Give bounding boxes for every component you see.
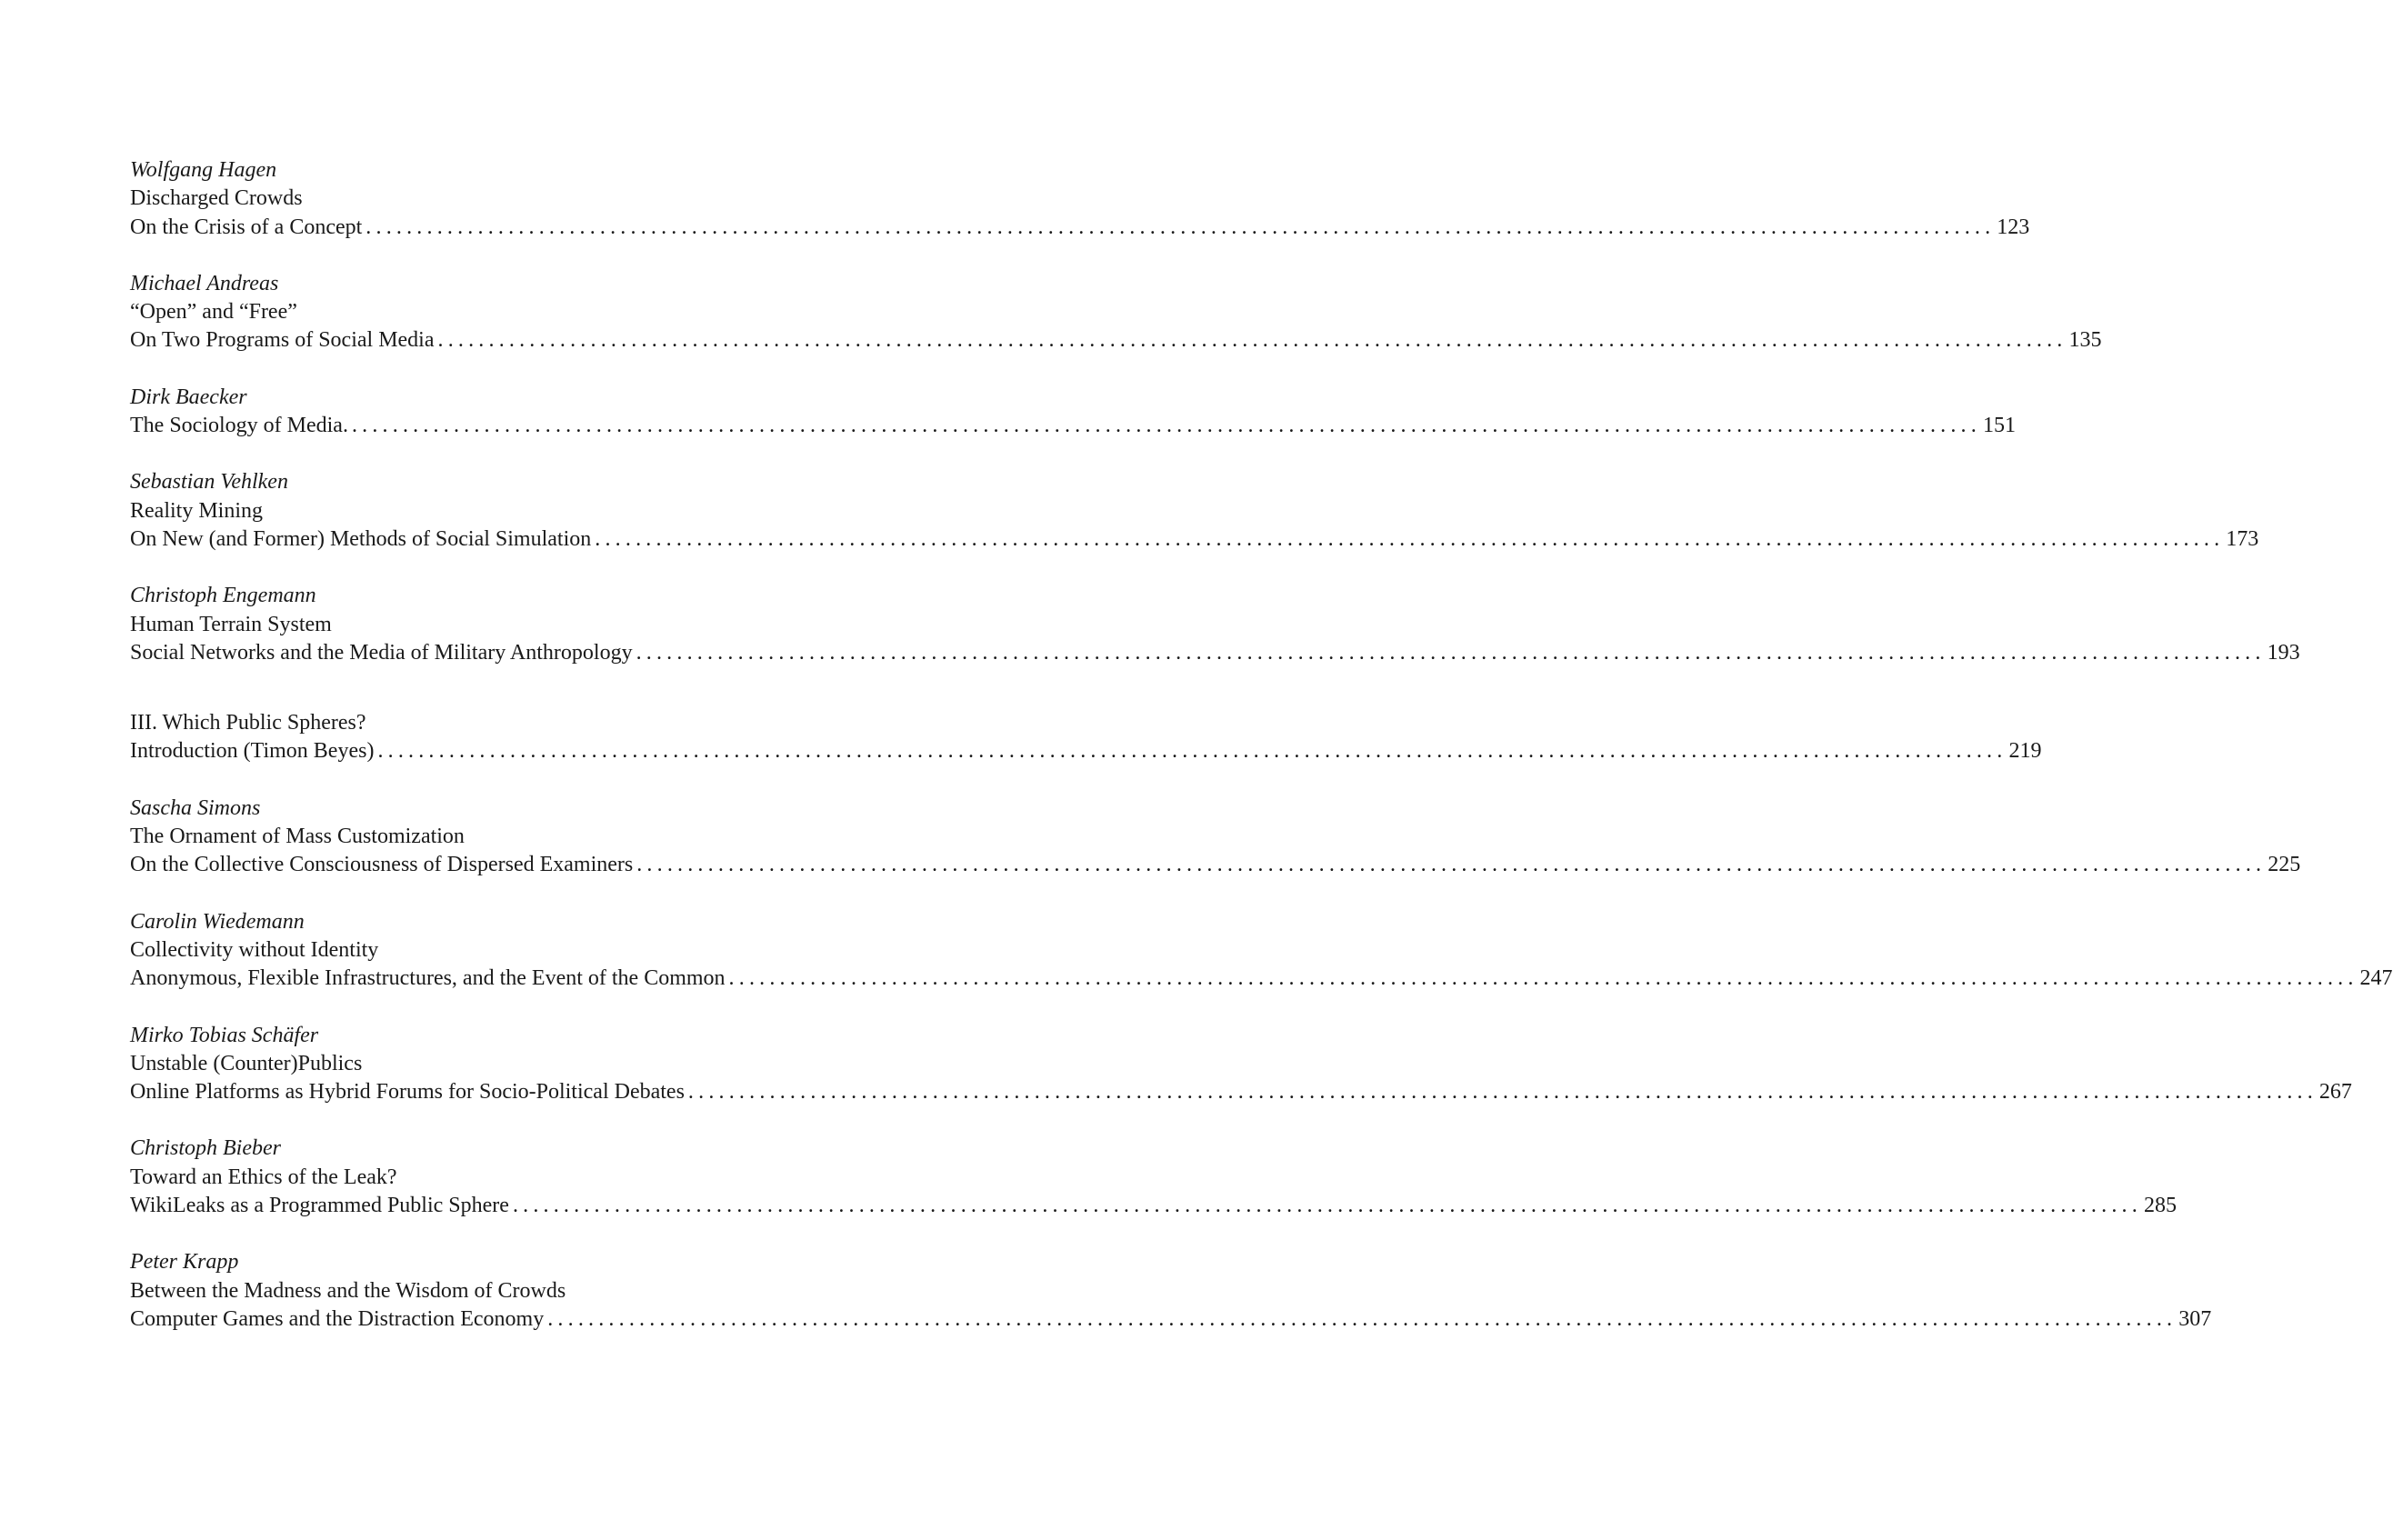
- entry-page-number: 193: [2267, 640, 2300, 665]
- section-heading: III. Which Public Spheres?: [130, 711, 366, 735]
- entry-page-number: 307: [2178, 1306, 2212, 1331]
- table-of-contents: [130, 156, 2393, 1362]
- entry-subtitle-line[interactable]: [130, 639, 2300, 667]
- section-intro: Introduction (Timon Beyes): [130, 739, 375, 764]
- entry-page-number: 151: [1982, 414, 2016, 438]
- entry-subtitle: On Two Programs of Social Media: [130, 328, 435, 353]
- entry-page-number: 247: [2359, 966, 2393, 991]
- entry-title: Toward an Ethics of the Leak?: [130, 1165, 397, 1189]
- entry-subtitle: The Sociology of Media.: [130, 414, 348, 438]
- toc-entry: [130, 908, 2393, 994]
- entry-page-number: 267: [2318, 1080, 2352, 1105]
- entry-subtitle: Online Platforms as Hybrid Forums for Socio-Political Debates: [130, 1080, 685, 1105]
- dot-leader: ................................................................................................................................................................: [636, 640, 2266, 665]
- entry-page-number: 173: [2226, 526, 2259, 551]
- toc-entry: [130, 468, 2259, 554]
- entry-subtitle-line[interactable]: [130, 851, 2301, 879]
- entry-title: Unstable (Counter)Publics: [130, 1051, 363, 1075]
- entry-author: Christoph Engemann: [130, 584, 316, 608]
- dot-leader: ................................................................................................................................................................: [512, 1194, 2142, 1218]
- toc-entry: [130, 795, 2301, 880]
- section-intro-line[interactable]: [130, 737, 2042, 765]
- entry-author: Michael Andreas: [130, 271, 279, 295]
- toc-entry: [130, 1022, 2352, 1107]
- dot-leader: ................................................................................................................................................................: [377, 739, 2008, 764]
- entry-title: Reality Mining: [130, 498, 263, 523]
- dot-leader: ................................................................................................................................................................: [437, 328, 2068, 353]
- entry-title: Collectivity without Identity: [130, 937, 379, 962]
- entry-title: Between the Madness and the Wisdom of Crowds: [130, 1278, 566, 1303]
- entry-author: Carolin Wiedemann: [130, 909, 305, 934]
- entry-page-number: 123: [1997, 215, 2030, 239]
- entry-subtitle-line[interactable]: [130, 214, 2030, 242]
- entry-page-number: 285: [2143, 1194, 2177, 1218]
- entry-title: Discharged Crowds: [130, 186, 303, 211]
- entry-author: Mirko Tobias Schäfer: [130, 1023, 319, 1047]
- entry-subtitle-line[interactable]: [130, 1078, 2352, 1106]
- entry-subtitle: Anonymous, Flexible Infrastructures, and the Event of the Common: [130, 966, 726, 991]
- entry-subtitle: Computer Games and the Distraction Economy: [130, 1306, 545, 1331]
- entry-page-number: 225: [2268, 853, 2301, 877]
- toc-section: [130, 709, 2042, 766]
- entry-subtitle-line[interactable]: [130, 1305, 2212, 1334]
- entry-author: Sascha Simons: [130, 795, 261, 820]
- entry-author: Wolfgang Hagen: [130, 158, 277, 182]
- toc-entry: [130, 156, 2030, 242]
- dot-leader: ................................................................................................................................................................: [636, 853, 2267, 877]
- entry-title: Human Terrain System: [130, 612, 332, 636]
- entry-subtitle-line[interactable]: [130, 412, 2016, 440]
- entry-page-number: 135: [2068, 328, 2102, 353]
- entry-title: “Open” and “Free”: [130, 300, 297, 325]
- entry-subtitle-line[interactable]: [130, 965, 2393, 993]
- section-intro-page-number: 219: [2008, 739, 2042, 764]
- entry-subtitle: WikiLeaks as a Programmed Public Sphere: [130, 1194, 509, 1218]
- dot-leader: ................................................................................................................................................................: [351, 414, 1981, 438]
- entry-subtitle-line[interactable]: [130, 1192, 2177, 1220]
- dot-leader: ................................................................................................................................................................: [687, 1080, 2318, 1105]
- entry-subtitle-line[interactable]: [130, 326, 2102, 355]
- toc-entry: [130, 384, 2016, 441]
- entry-author: Dirk Baecker: [130, 385, 247, 409]
- toc-entry: [130, 270, 2102, 355]
- entry-subtitle: On New (and Former) Methods of Social Simulation: [130, 526, 592, 551]
- dot-leader: ................................................................................................................................................................: [595, 526, 2225, 551]
- entry-subtitle: On the Collective Consciousness of Dispersed Examiners: [130, 853, 634, 877]
- toc-entry: [130, 1248, 2212, 1334]
- toc-entry: [130, 582, 2300, 667]
- entry-subtitle: Social Networks and the Media of Military Anthropology: [130, 640, 633, 665]
- toc-entry: [130, 1135, 2177, 1220]
- entry-title: The Ornament of Mass Customization: [130, 825, 465, 849]
- dot-leader: ................................................................................................................................................................: [365, 215, 1996, 239]
- entry-author: Christoph Bieber: [130, 1136, 281, 1161]
- entry-subtitle-line[interactable]: [130, 525, 2259, 554]
- entry-subtitle: On the Crisis of a Concept: [130, 215, 363, 239]
- dot-leader: ................................................................................................................................................................: [728, 966, 2358, 991]
- dot-leader: ................................................................................................................................................................: [547, 1306, 2178, 1331]
- entry-author: Peter Krapp: [130, 1250, 239, 1275]
- entry-author: Sebastian Vehlken: [130, 470, 288, 495]
